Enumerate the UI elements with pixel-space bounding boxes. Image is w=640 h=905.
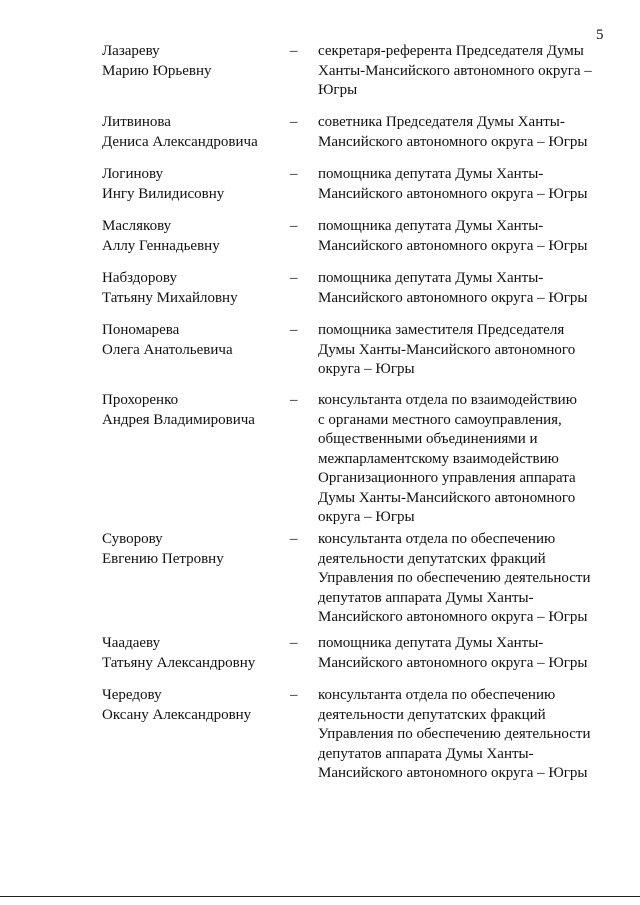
person-name: Логинову Ингу Вилидисовну xyxy=(102,166,225,202)
dash-separator: – xyxy=(290,166,298,182)
position-title: помощника депутата Думы Ханты- Мансийского автономного округа – Югры xyxy=(318,270,588,306)
position-title: секретаря-референта Председателя Думы Ханты-Мансийского автономного округа – Югры xyxy=(318,43,592,98)
person-name: Литвинова Дениса Александровича xyxy=(102,114,258,150)
person-name: Пономарева Олега Анатольевича xyxy=(102,322,233,358)
position-title: консультанта отдела по обеспечению деятельности депутатских фракций Управления по обеспечению деятельности депутатов аппарата Думы Ханты- Мансийского автономного округа – Югры xyxy=(318,687,591,781)
position-title: помощника депутата Думы Ханты- Мансийского автономного округа – Югры xyxy=(318,635,588,671)
dash-separator: – xyxy=(290,392,298,408)
person-name: Маслякову Аллу Геннадьевну xyxy=(102,218,220,254)
person-name: Чередову Оксану Александровну xyxy=(102,687,252,723)
person-name: Лазареву Марию Юрьевну xyxy=(102,43,212,79)
dash-separator: – xyxy=(290,218,298,234)
dash-separator: – xyxy=(290,270,298,286)
dash-separator: – xyxy=(290,687,298,703)
position-title: помощника депутата Думы Ханты- Мансийского автономного округа – Югры xyxy=(318,166,588,202)
dash-separator: – xyxy=(290,635,298,651)
position-title: помощника заместителя Председателя Думы Ханты-Мансийского автономного округа – Югры xyxy=(318,322,576,377)
dash-separator: – xyxy=(290,322,298,338)
position-title: советника Председателя Думы Ханты- Мансийского автономного округа – Югры xyxy=(318,114,588,150)
page-number: 5 xyxy=(596,27,604,43)
dash-separator: – xyxy=(290,531,298,547)
person-name: Прохоренко Андрея Владимировича xyxy=(102,392,255,428)
position-title: консультанта отдела по обеспечению деятельности депутатских фракций Управления по обеспечению деятельности депутатов аппарата Думы Ханты- Мансийского автономного округа – Югры xyxy=(318,531,591,625)
dash-separator: – xyxy=(290,114,298,130)
page-bottom-divider xyxy=(0,896,640,897)
person-name: Набздорову Татьяну Михайловну xyxy=(102,270,238,306)
person-name: Чаадаеву Татьяну Александровну xyxy=(102,635,256,671)
position-title: консультанта отдела по взаимодействию с органами местного самоуправления, общественными объединениями и межпарламентскому взаимодействию Организационного управления аппарата Думы Ханты-Мансийского автономного округа – Югры xyxy=(318,392,577,525)
person-name: Суворову Евгению Петровну xyxy=(102,531,224,567)
dash-separator: – xyxy=(290,43,298,59)
position-title: помощника депутата Думы Ханты- Мансийского автономного округа – Югры xyxy=(318,218,588,254)
